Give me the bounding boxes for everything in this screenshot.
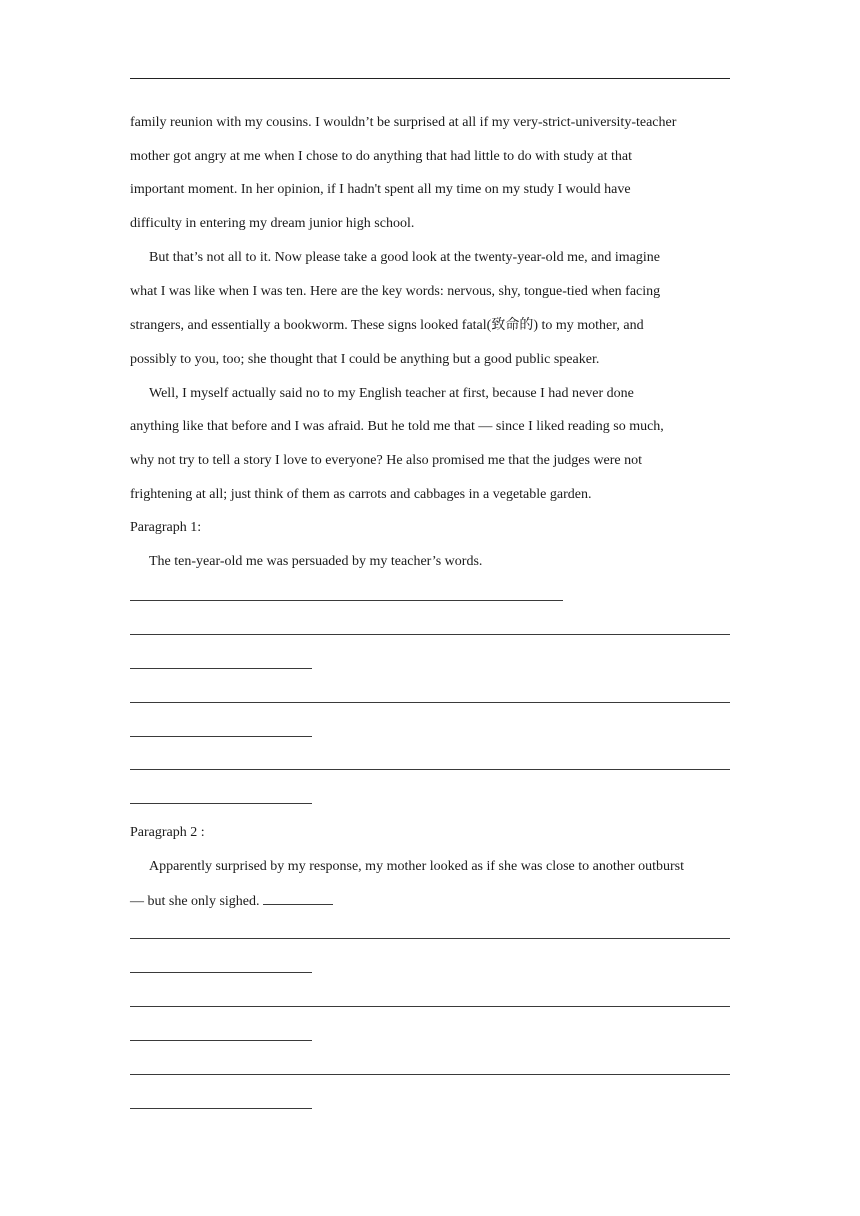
paragraph-2-opening-continued — [130, 891, 333, 911]
answer-line[interactable] — [130, 938, 730, 939]
answer-line[interactable] — [130, 702, 730, 703]
passage-line: anything like that before and I was afraid. But he told me that — since I liked reading so much, — [130, 419, 664, 434]
passage-line: family reunion with my cousins. I wouldn’t be surprised at all if my very-strict-university-teacher — [130, 115, 677, 130]
answer-line[interactable] — [130, 1074, 730, 1075]
passage-line: But that’s not all to it. Now please take a good look at the twenty-year-old me, and imagine — [149, 250, 660, 265]
passage-line: strangers, and essentially a bookworm. These signs looked fatal(致命的) to my mother, and — [130, 318, 644, 333]
answer-line[interactable] — [130, 972, 312, 973]
header-rule — [130, 78, 730, 79]
answer-line[interactable] — [130, 769, 730, 770]
passage-line: important moment. In her opinion, if I hadn't spent all my time on my study I would have — [130, 182, 631, 197]
answer-line[interactable] — [130, 600, 563, 601]
answer-line[interactable] — [130, 1006, 730, 1007]
inline-answer-blank[interactable] — [263, 891, 333, 905]
paragraph-2-label: Paragraph 2 : — [130, 825, 205, 840]
passage-line: Well, I myself actually said no to my English teacher at first, because I had never done — [149, 386, 634, 401]
answer-line[interactable] — [130, 1040, 312, 1041]
passage-line: possibly to you, too; she thought that I could be anything but a good public speaker. — [130, 352, 600, 367]
passage-line: difficulty in entering my dream junior high school. — [130, 216, 415, 231]
answer-line[interactable] — [130, 634, 730, 635]
paragraph-2-opening: Apparently surprised by my response, my mother looked as if she was close to another outburst — [149, 859, 685, 874]
paragraph-1-label: Paragraph 1: — [130, 520, 202, 535]
paragraph-1-opening: The ten-year-old me was persuaded by my teacher’s words. — [149, 554, 483, 569]
answer-line[interactable] — [130, 803, 312, 804]
passage-line: why not try to tell a story I love to everyone? He also promised me that the judges were not — [130, 453, 643, 468]
passage-line: mother got angry at me when I chose to do anything that had little to do with study at that — [130, 149, 632, 164]
answer-line[interactable] — [130, 736, 312, 737]
answer-line[interactable] — [130, 668, 312, 669]
passage-line: frightening at all; just think of them as carrots and cabbages in a vegetable garden. — [130, 487, 592, 502]
answer-line[interactable] — [130, 1108, 312, 1109]
passage-line: what I was like when I was ten. Here are the key words: nervous, shy, tongue-tied when facing — [130, 284, 661, 299]
paragraph-2-opening-text: — but she only sighed. — [130, 894, 260, 909]
